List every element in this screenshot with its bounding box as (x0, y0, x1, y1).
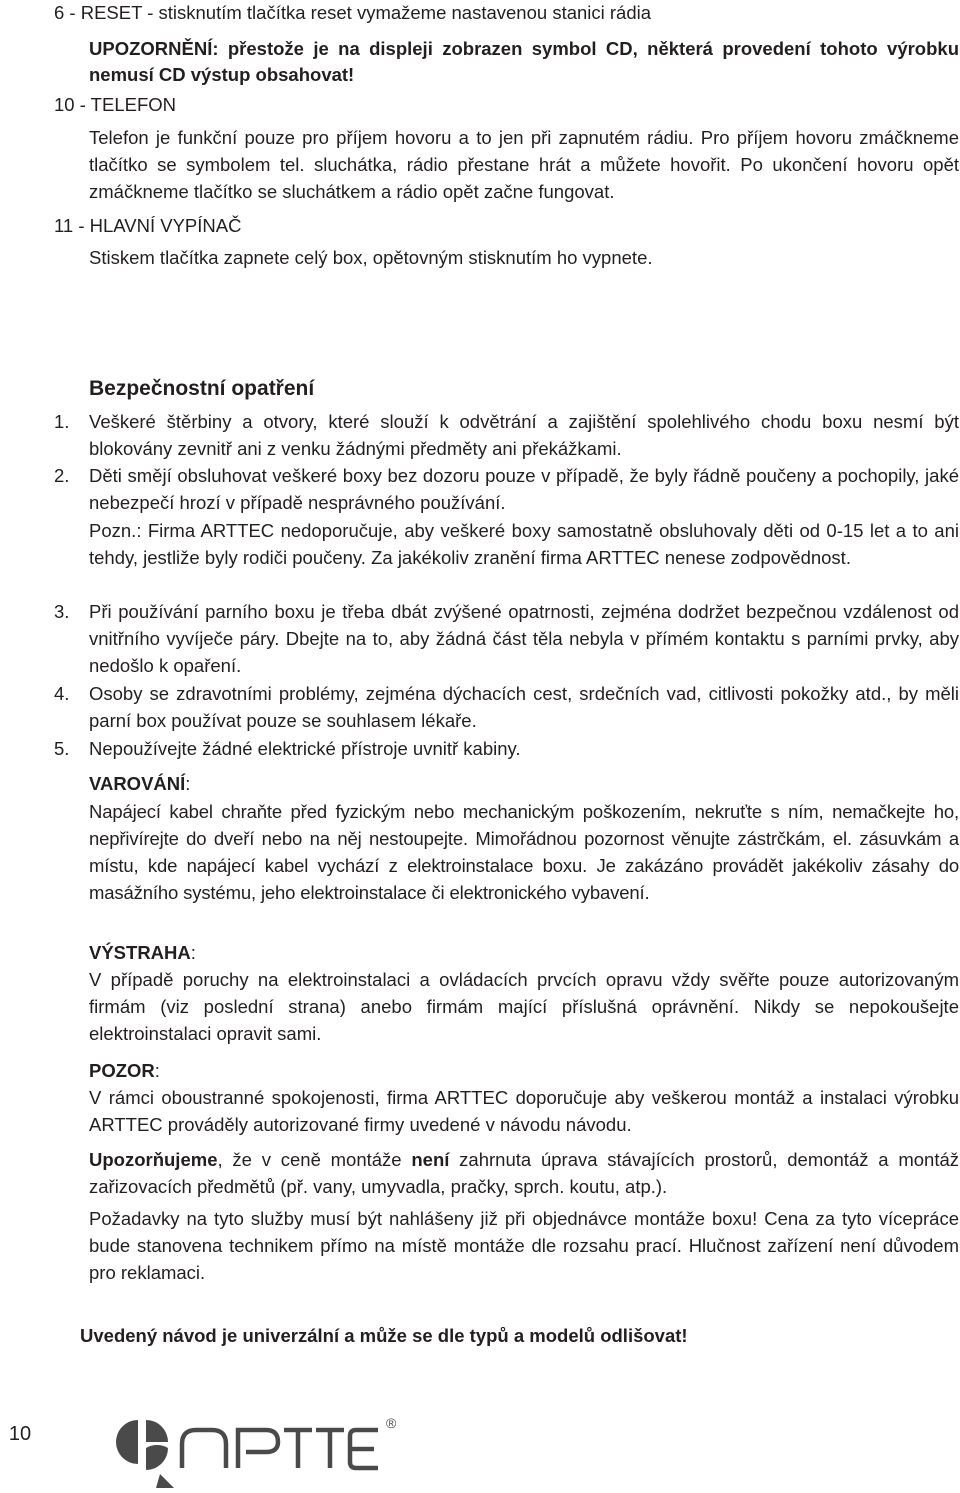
safety-item-number: 4. (54, 683, 70, 704)
pozadavky-paragraph: Požadavky na tyto služby musí být nahlášeny již při objednávce montáže boxu! Cena za tyto vícepráce bude stanovena technikem přímo na místě montáže dle rozsahu prací. Hlučnost zařízení není důvodem pro reklamaci. (89, 1208, 959, 1283)
vystraha-colon: : (190, 942, 196, 963)
closing-statement: Uvedený návod je univerzální a může se dle typů a modelů odlišovat! (80, 1325, 688, 1346)
pozor-colon: : (154, 1060, 160, 1081)
pozor-text: V rámci oboustranné spokojenosti, firma ARTTEC doporučuje aby veškerou montáž a instalaci výrobku ARTTEC prováděly autorizované firmy uvedené v návodu návodu. (89, 1087, 959, 1135)
safety-note-label: Pozn. (89, 520, 137, 541)
page-number: 10 (8, 1423, 32, 1445)
upozornujeme-text2: zahrnuta úprava stávajících prostorů, demontáž a montáž zařizovacích předmětů (př. vany, umyvadla, pračky, sprch. koutu, atp.). (89, 1149, 959, 1197)
safety-item-text: Osoby se zdravotními problémy, zejména dýchacích cest, srdečních vad, citlivosti pokožky atd., by měli parní box používat pouze se souhlasem lékaře. (89, 683, 959, 731)
registered-mark: ® (386, 1415, 397, 1431)
upozornujeme-bold-neni: není (411, 1149, 450, 1170)
safety-item-number: 5. (54, 738, 70, 759)
safety-item-text: Veškeré štěrbiny a otvory, které slouží k odvětrání a zajištění spolehlivého chodu boxu nesmí být blokovány zevnitř ani z venku žádnými předměty ani překážkami. (89, 411, 959, 459)
safety-note-text: : Firma ARTTEC nedoporučuje, aby veškeré boxy samostatně obsluhovaly děti od 0-15 let a to ani tehdy, jestliže byly rodiči poučeny. Za jakékoliv zranění firma ARTTEC nenese zodpovědnost. (89, 520, 959, 568)
varovani-label: VAROVÁNÍ (89, 773, 186, 794)
vystraha-text: V případě poruchy na elektroinstalaci a ovládacích prvcích opravu vždy svěřte pouze autorizovaným firmám (viz poslední strana) anebo firmám mající příslušná oprávnění. Nikdy se nepokoušejte elektroinstalaci opravit sami. (89, 969, 959, 1044)
safety-item-text: Děti smějí obsluhovat veškeré boxy bez dozoru pouze v případě, že byly řádně poučeny a pochopily, jaké nebezpečí hrozí v případě nesprávného používání. (89, 465, 959, 513)
arttec-logo (116, 1412, 406, 1488)
safety-item-number: 2. (54, 465, 70, 486)
safety-heading: Bezpečnostní opatření (89, 377, 315, 400)
varovani-title (89, 771, 190, 797)
pozor-title (89, 1058, 160, 1084)
reset-line: 6 - RESET - stisknutím tlačítka reset vymažeme nastavenou stanici rádia (54, 2, 652, 23)
telefon-heading: 10 - TELEFON (54, 94, 177, 115)
varovani-text: Napájecí kabel chraňte před fyzickým nebo mechanickým poškozením, nekruťte s ním, nemačkejte ho, nepřivírejte do dveří nebo na něj nestoupejte. Mimořádnou pozornost věnujte zástrčkám, el. zásuvkám a místu, kde napájecí kabel vychází z elektroinstalace boxu. Je zakázáno provádět jakékoliv zásahy do masážního systému, jeho elektroinstalace či elektronického vybavení. (89, 801, 959, 903)
vypinac-heading: 11 - HLAVNÍ VYPÍNAČ (54, 215, 242, 236)
upozornujeme-paragraph (89, 1146, 959, 1200)
cd-warning (89, 36, 959, 88)
cd-warning-label: UPOZORNĚNÍ (89, 38, 213, 59)
arttec-logo-mark (116, 1412, 406, 1488)
safety-item-text: Při používání parního boxu je třeba dbát zvýšené opatrnosti, zejména dodržet bezpečnou vzdálenost od vnitřního vyvíječe páry. Dbejte na to, aby žádná část těla nebyla v přímém kontaktu s parními prvky, aby nedošlo k opaření. (89, 601, 959, 676)
safety-item-number: 3. (54, 601, 70, 622)
safety-note (89, 517, 959, 571)
varovani-colon: : (185, 773, 191, 794)
vystraha-label: VÝSTRAHA (89, 942, 191, 963)
telefon-text: Telefon je funkční pouze pro příjem hovoru a to jen při zapnutém rádiu. Pro příjem hovoru zmáčkneme tlačítko se symbolem tel. sluchátka, rádio přestane hrát a můžete hovořit. Po ukončení hovoru opět zmáčkneme tlačítko se sluchátkem a rádio opět začne fungovat. (89, 127, 959, 202)
upozornujeme-bold: Upozorňujeme (89, 1149, 218, 1170)
safety-item-text: Nepoužívejte žádné elektrické přístroje uvnitř kabiny. (89, 738, 521, 759)
vypinac-text: Stiskem tlačítka zapnete celý box, opětovným stisknutím ho vypnete. (89, 247, 653, 268)
pozor-label: POZOR (89, 1060, 155, 1081)
vystraha-title (89, 940, 196, 966)
cd-warning-text: : přestože je na displeji zobrazen symbol CD, některá provedení tohoto výrobku nemusí CD výstup obsahovat! (89, 38, 959, 85)
upozornujeme-text1: , že v ceně montáže (217, 1149, 412, 1170)
safety-item-number: 1. (54, 411, 70, 432)
